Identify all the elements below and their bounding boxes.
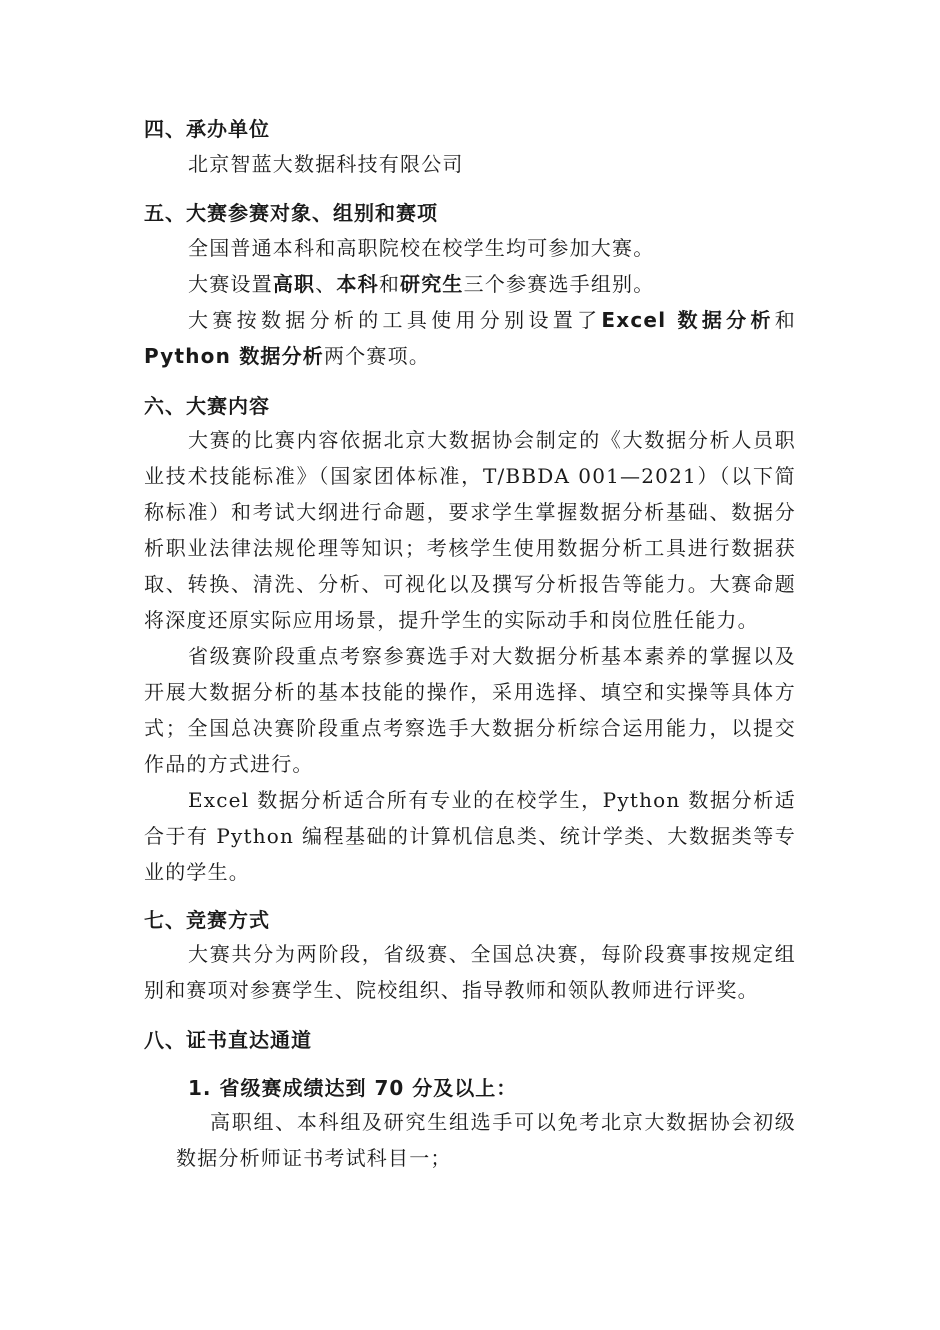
tracks-text-d: 两个赛项。 [324,344,431,368]
section-6-paragraph-3: Excel 数据分析适合所有专业的在校学生，Python 数据分析适合于有 Python 编程基础的计算机信息类、统计学类、大数据类等专业的学生。 [144,788,796,884]
section-6-paragraph-2: 省级赛阶段重点考察参赛选手对大数据分析基本素养的掌握以及开展大数据分析的基本技能的操作，采用选择、填空和实操等具体方式；全国总决赛阶段重点考察选手大数据分析综合运用能力，以提交作品的方式进行。 [144,644,796,776]
group-graduate: 研究生 [400,272,464,296]
section-4-heading: 四、承办单位 [144,117,270,141]
section-8-heading: 八、证书直达通道 [144,1028,312,1052]
tracks-text-a: 大赛按数据分析的工具使用分别设置了 [188,308,602,332]
section-5-tracks [144,302,796,374]
section-5-groups [188,271,654,297]
group-undergraduate: 本科 [336,272,379,296]
section-8-item-1-title: 1. 省级赛成绩达到 70 分及以上： [188,1076,518,1100]
section-7-heading: 七、竞赛方式 [144,908,270,932]
groups-text-e: 三个参赛选手组别。 [463,272,655,296]
track-python: Python 数据分析 [144,344,325,368]
groups-text-a: 大赛设置 [188,272,273,296]
groups-sep: 、 [315,272,337,296]
group-vocational: 高职 [272,272,316,296]
section-5-heading: 五、大赛参赛对象、组别和赛项 [144,201,438,225]
groups-and: 和 [378,272,401,296]
tracks-and: 和 [774,308,796,332]
section-5-eligibility: 全国普通本科和高职院校在校学生均可参加大赛。 [188,236,655,260]
section-7-paragraph: 大赛共分为两阶段，省级赛、全国总决赛，每阶段赛事按规定组别和赛项对参赛学生、院校组织、指导教师和领队教师进行评奖。 [144,942,796,1002]
section-6-paragraph-1: 大赛的比赛内容依据北京大数据协会制定的《大数据分析人员职业技术技能标准》（国家团体标准，T/BBDA 001—2021）（以下简称标准）和考试大纲进行命题，要求学生掌握数据分析基础、数据分析职业法律法规伦理等知识；考核学生使用数据分析工具进行数据获取、转换、清洗、分析、可视化以及撰写分析报告等能力。大赛命题将深度还原实际应用场景，提升学生的实际动手和岗位胜任能力。 [144,428,796,632]
section-6-heading: 六、大赛内容 [144,394,270,418]
track-excel: Excel 数据分析 [601,308,775,332]
organizer-name: 北京智蓝大数据科技有限公司 [188,152,464,176]
section-8-item-1-text: 高职组、本科组及研究生组选手可以免考北京大数据协会初级数据分析师证书考试科目一； [176,1110,796,1170]
